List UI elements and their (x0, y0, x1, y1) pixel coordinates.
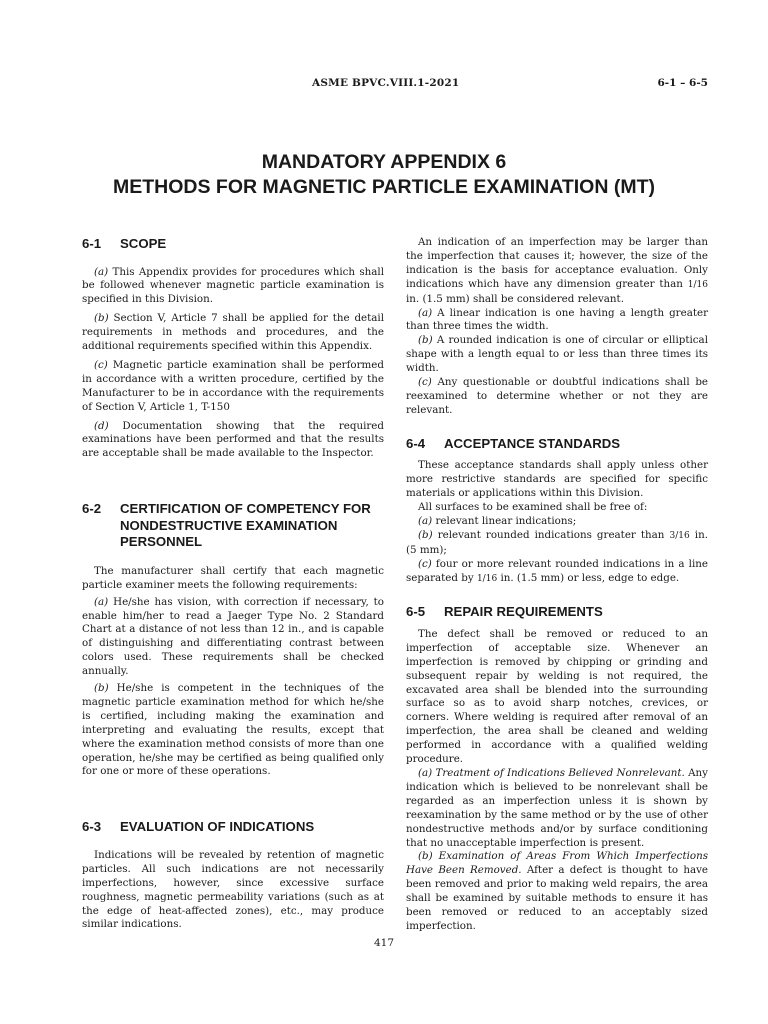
item-label: (a) (94, 595, 109, 608)
item-text: Section V, Article 7 shall be applied for the detail requirements in methods and procedures, and the additional requirements specified within this Appendix. (82, 312, 384, 353)
right-column (406, 236, 708, 934)
item-label: (d) (94, 419, 109, 432)
item-text: He/she is competent in the techniques of the magnetic particle examination method for which he/she is certified, including making the examination and interpreting and evaluating the results, except that where the examination method consists of more than one operation, he/she may be certified as being qualified only for one or more of these operations. (82, 682, 384, 778)
item-label: (c) (418, 557, 432, 570)
text: in. (1.5 mm) shall be considered relevant. (406, 292, 624, 305)
item-text: A rounded indication is one of circular or elliptical shape with a length equal to or less than three times its width. (406, 334, 708, 375)
title-line-1: MANDATORY APPENDIX 6 (261, 151, 507, 173)
item-text: in. (5 mm); (406, 528, 708, 556)
section-number: 6-4 (406, 435, 426, 451)
section-title: EVALUATION OF INDICATIONS (120, 819, 315, 835)
paragraph: The manufacturer shall certify that each magnetic particle examiner meets the following requirements: (82, 564, 384, 591)
section-6-5-heading (406, 604, 708, 621)
paragraph (406, 558, 708, 587)
item-label: (a) (94, 265, 109, 278)
item-text: relevant rounded indications greater than (432, 528, 670, 541)
section-number: 6-5 (406, 604, 426, 620)
left-column (82, 236, 384, 932)
section-6-4-heading (406, 436, 708, 453)
section-number: 6-3 (82, 819, 102, 835)
item-label: (b) (418, 528, 433, 541)
paragraph (82, 312, 384, 354)
paragraph (406, 376, 708, 418)
paragraph (406, 236, 708, 307)
paragraph (82, 420, 384, 462)
item-label: (a) Treatment of Indications Believed Nonrelevant. (418, 767, 685, 779)
item-label: (b) (94, 682, 109, 695)
item-text: This Appendix provides for procedures which shall be followed whenever magnetic particle examination is specified in this Division. (82, 265, 384, 306)
paragraph (82, 596, 384, 679)
item-text: four or more relevant rounded indications in a line separated by (406, 557, 708, 584)
paragraph (406, 767, 708, 850)
item-text: He/she has vision, with correction if necessary, to enable him/her to read a Jaeger Type No. 2 Standard Chart at a distance of not less than 12 in., and is capable of distinguishing and differentiating contrast between colors used. These requirements shall be checked annually. (82, 595, 384, 678)
item-text: Magnetic particle examination shall be performed in accordance with a written procedure, certified by the Manufacturer to be in accordance with the requirements of Section V, Article 1, T-150 (82, 358, 384, 413)
item-label: (c) (94, 358, 108, 371)
section-title: CERTIFICATION OF COMPETENCY FOR NONDESTRUCTIVE EXAMINATION PERSONNEL (120, 501, 371, 550)
item-text: Any indication which is believed to be nonrelevant shall be regarded as an imperfection unless it is shown by reexamination by the same method or by the use of other nondestructive methods and/or by surface conditioning that no unacceptable imperfection is present. (406, 767, 708, 849)
paragraph: The defect shall be removed or reduced to an imperfection of acceptable size. Whenever an imperfection is removed by chipping or grinding and subsequent repair by welding is not required, the excavated area shall be blended into the surrounding surface so as to avoid sharp notches, crevices, or corners. Where welding is required after removal of an imperfection, the area shall be cleaned and welding performed in accordance with a qualified welding procedure. (406, 627, 708, 766)
section-title: ACCEPTANCE STANDARDS (444, 435, 621, 451)
appendix-title (0, 150, 768, 200)
section-6-2-heading (82, 501, 384, 551)
item-label: (a) (418, 514, 433, 527)
paragraph: All surfaces to be examined shall be free of: (418, 501, 648, 513)
document-code: ASME BPVC.VIII.1-2021 (312, 77, 460, 89)
section-title: REPAIR REQUIREMENTS (444, 604, 603, 620)
fraction: 1/16 (476, 573, 498, 584)
section-6-3-heading (82, 819, 384, 836)
fraction: 1/16 (687, 279, 708, 290)
paragraph (406, 334, 708, 376)
text: An indication of an imperfection may be larger than the imperfection that causes it; however, the size of the indication is the basis for acceptance evaluation. Only indications which have any dimension greater than (406, 236, 708, 290)
paragraph (406, 307, 708, 335)
item-text: in. (1.5 mm) or less, edge to edge. (497, 571, 680, 584)
paragraph (82, 682, 384, 779)
fraction: 3/16 (669, 530, 690, 541)
paragraph (406, 529, 708, 558)
item-label: (b) (94, 312, 109, 325)
item-label: (b) (418, 334, 433, 347)
section-6-1-heading (82, 236, 384, 253)
paragraph (406, 850, 708, 933)
item-text: After a defect is thought to have been removed and prior to making weld repairs, the area shall be examined by suitable methods to ensure it has been removed or reduced to an acceptably sized imperfection. (406, 864, 708, 932)
title-line-2: METHODS FOR MAGNETIC PARTICLE EXAMINATION (MT) (113, 176, 655, 198)
paragraph (82, 266, 384, 308)
item-text: relevant linear indications; (432, 514, 577, 527)
section-number: 6-2 (82, 501, 102, 517)
item-label: (c) (418, 376, 432, 389)
paragraph (82, 359, 384, 415)
paragraph (406, 515, 708, 529)
item-label: (a) (418, 306, 433, 319)
paragraph: Indications will be revealed by retention of magnetic particles. All such indications are not necessarily imperfections, however, since excessive surface roughness, magnetic permeability variations (such as at the edge of heat-affected zones), etc., may produce similar indications. (82, 848, 384, 931)
item-text: Any questionable or doubtful indications shall be reexamined to determine whether or not they are relevant. (406, 376, 708, 416)
section-title: SCOPE (120, 236, 167, 251)
section-number: 6-1 (82, 236, 102, 251)
item-text: A linear indication is one having a length greater than three times the width. (406, 306, 708, 333)
item-label: (b) Examination of Areas From Which Imperfections Have Been Removed. (406, 850, 708, 877)
paragraph: These acceptance standards shall apply unless other more restrictive standards are specified for specific materials or applications within this Division. (406, 459, 708, 500)
page-number: 417 (373, 937, 395, 949)
item-text: Documentation showing that the required examinations have been performed and that the results are acceptable shall be made available to the Inspector. (82, 419, 384, 460)
section-range: 6-1 – 6-5 (657, 77, 708, 89)
